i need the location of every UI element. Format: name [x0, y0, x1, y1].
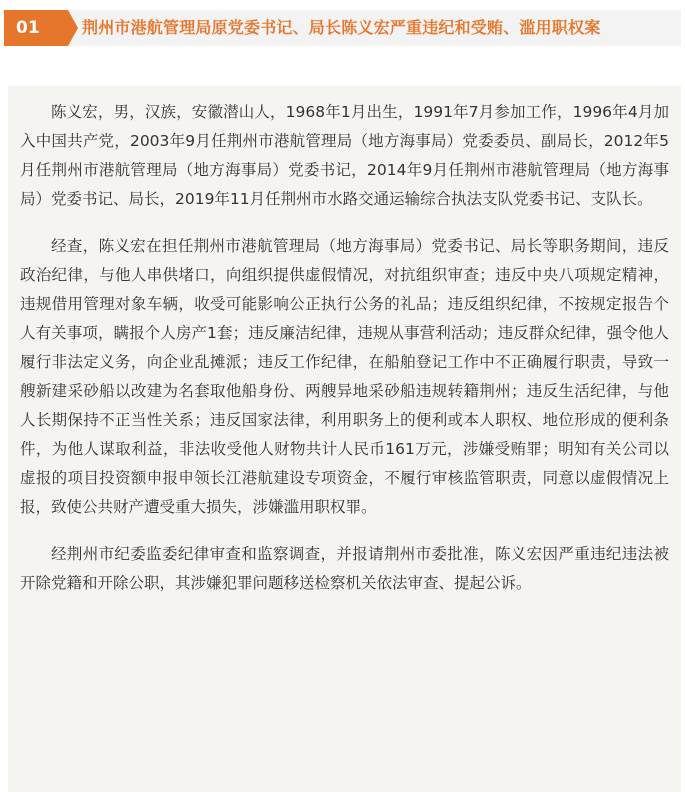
section-number-badge: 01: [4, 10, 68, 46]
section-title: 荆州市港航管理局原党委书记、局长陈义宏严重违纪和受贿、滥用职权案: [82, 18, 601, 37]
article-body: [8, 86, 681, 792]
paragraph-decision: 经荆州市纪委监委纪律审查和监察调查，并报请荆州市委批准，陈义宏因严重违纪违法被开除党籍和开除公职，其涉嫌犯罪问题移送检察机关依法审查、提起公诉。: [20, 545, 669, 592]
paragraph-findings: 经查，陈义宏在担任荆州市港航管理局（地方海事局）党委书记、局长等职务期间，违反政治纪律，与他人串供堵口，向组织提供虚假情况，对抗组织审查；违反中央八项规定精神，违规借用管理对象车辆，收受可能影响公正执行公务的礼品；违反组织纪律，不按规定报告个人有关事项，瞒报个人房产1套；违反廉洁纪律，违规从事营利活动；违反群众纪律，强令他人履行非法定义务，向企业乱摊派；违反工作纪律，在船舶登记工作中不正确履行职责，导致一艘新建采砂船以改建为名套取他船身份、两艘异地采砂船违规转籍荆州；违反生活纪律，与他人长期保持不正当性关系；违反国家法律，利用职务上的便利或本人职权、地位形成的便利条件，为他人谋取利益，非法收受他人财物共计人民币161万元，涉嫌受贿罪；明知有关公司以虚报的项目投资额申报申领长江港航建设专项资金，不履行审核监管职责，同意以虚假情况上报，致使公共财产遭受重大损失，涉嫌滥用职权罪。: [20, 237, 669, 516]
paragraph-profile: 陈义宏，男，汉族，安徽潜山人，1968年1月出生，1991年7月参加工作，1996年4月加入中国共产党，2003年9月任荆州市港航管理局（地方海事局）党委委员、副局长，2012年5月任荆州市港航管理局（地方海事局）党委书记，2014年9月任荆州市港航管理局（地方海事局）党委书记、局长，2019年11月任荆州市水路交通运输综合执法支队党委书记、支队长。: [20, 103, 669, 208]
section-header: [4, 10, 681, 46]
